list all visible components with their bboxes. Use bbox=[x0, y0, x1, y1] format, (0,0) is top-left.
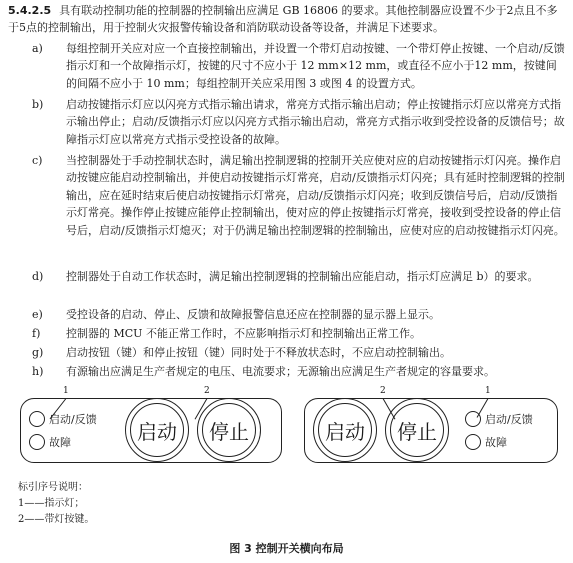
section-number: 5.4.2.5 bbox=[8, 4, 52, 17]
lamp-start-feedback-label: 启动/反馈 bbox=[485, 413, 533, 426]
list-item-label: h) bbox=[32, 365, 44, 378]
start-button-label: 启动 bbox=[130, 403, 184, 457]
list-item-text: 启动按键指示灯应以闪亮方式指示输出请求，常亮方式指示输出启动；停止按键指示灯应以常亮方式指示输出停止；启动/反馈指示灯应以闪亮方式指示输出启动，常亮方式指示收到受控设备的反馈信号；故障指示灯应以常亮方式指示受控设备的故障。 bbox=[66, 98, 565, 146]
list-item-label: b) bbox=[32, 98, 44, 111]
figure-caption: 图 3 控制开关横向布局 bbox=[229, 542, 344, 555]
legend-item-1: 1——指示灯； bbox=[18, 498, 85, 509]
callout-1-right: 1 bbox=[485, 386, 491, 396]
section-intro-text: 具有联动控制功能的控制器的控制输出应满足 GB 16806 的要求。其他控制器应设置不少于2点且不多于5点的控制输出，用于控制火灾报警传输设备和消防联动设备等设备，并满足下述要求。 bbox=[8, 4, 558, 35]
list-item-label: d) bbox=[32, 270, 44, 283]
lamp-fault-label: 故障 bbox=[485, 436, 507, 449]
lamp-fault-icon bbox=[465, 434, 481, 450]
list-item-text: 有源输出应满足生产者规定的电压、电流要求；无源输出应满足生产者规定的容量要求。 bbox=[66, 365, 495, 378]
list-item-text: 启动按钮（键）和停止按钮（键）同时处于不释放状态时，不应启动控制输出。 bbox=[66, 346, 451, 359]
lamp-start-feedback-icon bbox=[29, 411, 45, 427]
list-item-text: 每组控制开关应对应一个直接控制输出，并设置一个带灯启动按键、一个带灯停止按键、一个启动/反馈指示灯和一个故障指示灯，按键的尺寸不应小于 12 mm×12 mm，或直径不应小于12 mm，按键间的间隔不应小于 10 mm；每组控制开关应采用图 3 或图 4 的设置方式。 bbox=[66, 42, 565, 90]
start-button[interactable] bbox=[125, 398, 189, 462]
figure-legend bbox=[18, 480, 94, 528]
lamp-fault-label: 故障 bbox=[49, 436, 71, 449]
start-button[interactable] bbox=[313, 398, 377, 462]
lamp-fault-icon bbox=[29, 434, 45, 450]
lamp-start-feedback-label: 启动/反馈 bbox=[49, 413, 97, 426]
section-intro bbox=[8, 2, 565, 37]
list-item-text: 受控设备的启动、停止、反馈和故障报警信息还应在控制器的显示器上显示。 bbox=[66, 308, 440, 321]
stop-button-label: 停止 bbox=[390, 403, 444, 457]
list-item-label: a) bbox=[32, 42, 43, 55]
list-item-text: 当控制器处于手动控制状态时，满足输出控制逻辑的控制开关应使对应的启动按键指示灯闪亮。操作启动按键应能启动控制输出，并使启动按键指示灯常亮，启动/反馈指示灯闪亮；具有延时控制逻辑的控制输出，应在延时结束后使启动按键指示灯常亮，启动/反馈指示灯闪亮；收到反馈信号后，启动/反馈指示灯常亮。操作停止按键应能停止控制输出，使对应的停止按键指示灯常亮，接收到受控设备的停止信号后，启动/反馈指示灯熄灭；对于仍满足输出控制逻辑的控制输出，应使对应的启动按键指示灯闪亮。 bbox=[66, 154, 565, 237]
stop-button[interactable] bbox=[197, 398, 261, 462]
list-item-label: f) bbox=[32, 327, 41, 340]
callout-1-left: 1 bbox=[63, 386, 69, 396]
control-panel-right bbox=[304, 398, 558, 463]
list-item-text: 控制器处于自动工作状态时，满足输出控制逻辑的控制输出应能启动，指示灯应满足 b）的要求。 bbox=[66, 270, 539, 283]
list-item-label: g) bbox=[32, 346, 44, 359]
callout-2-right: 2 bbox=[380, 386, 386, 396]
stop-button[interactable] bbox=[385, 398, 449, 462]
legend-title: 标引序号说明： bbox=[18, 482, 88, 493]
legend-item-2: 2——带灯按键。 bbox=[18, 514, 95, 525]
callout-2-left: 2 bbox=[204, 386, 210, 396]
figure-control-switch-layout bbox=[8, 388, 565, 478]
list-item-label: c) bbox=[32, 154, 43, 167]
start-button-label: 启动 bbox=[318, 403, 372, 457]
list-item-text: 控制器的 MCU 不能正常工作时，不应影响指示灯和控制输出正常工作。 bbox=[66, 327, 421, 340]
list-item-label: e) bbox=[32, 308, 43, 321]
stop-button-label: 停止 bbox=[202, 403, 256, 457]
